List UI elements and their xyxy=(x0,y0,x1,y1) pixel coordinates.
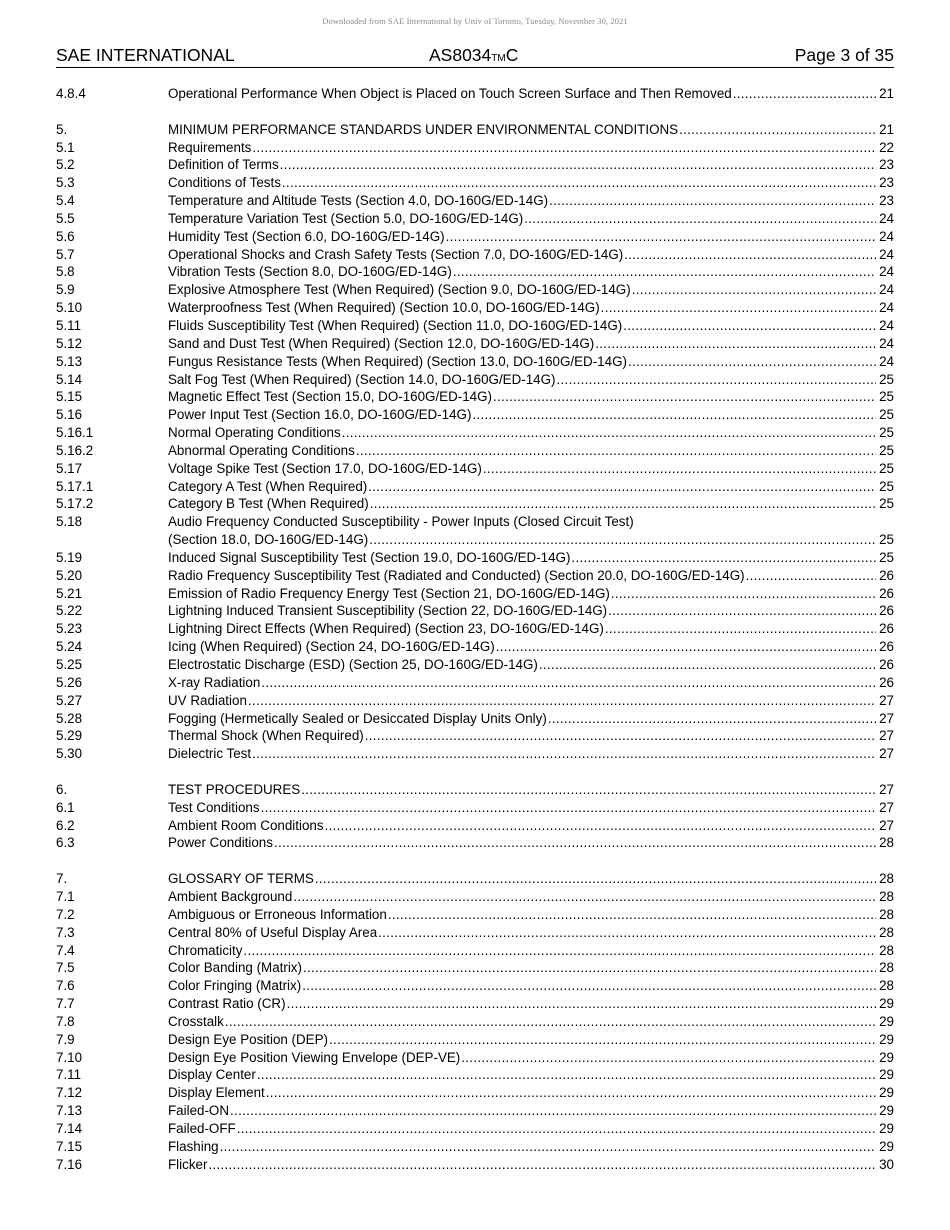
toc-dot-leader xyxy=(301,977,876,995)
toc-entry-number: 7.5 xyxy=(56,960,75,976)
toc-entry-title: Operational Shocks and Crash Safety Tests (Section 7.0, DO-160G/ED-14G) xyxy=(168,246,624,262)
toc-entry-number: 5.10 xyxy=(56,300,83,316)
toc-entry-page: 24 xyxy=(879,353,894,369)
toc-entry[interactable] xyxy=(56,299,894,317)
toc-entry-page: 25 xyxy=(879,496,894,512)
toc-dot-leader xyxy=(482,460,876,478)
toc-entry[interactable] xyxy=(56,781,894,799)
toc-dot-leader xyxy=(355,442,876,460)
toc-dot-leader xyxy=(604,620,876,638)
toc-entry-number: 5.1 xyxy=(56,139,75,155)
toc-entry-page: 29 xyxy=(879,1013,894,1029)
toc-entry-number: 5.16.1 xyxy=(56,425,94,441)
toc-entry-number: 5.22 xyxy=(56,603,83,619)
toc-entry[interactable] xyxy=(56,817,894,835)
toc-entry-page: 28 xyxy=(879,942,894,958)
toc-entry-page: 29 xyxy=(879,1103,894,1119)
toc-entry-title: Fogging (Hermetically Sealed or Desiccated Display Units Only) xyxy=(168,710,547,726)
toc-entry-number: 7.4 xyxy=(56,942,75,958)
toc-entry-number: 7.9 xyxy=(56,1031,75,1047)
toc-entry-title: Failed-OFF xyxy=(168,1120,236,1136)
toc-entry[interactable] xyxy=(56,924,894,942)
toc-entry-title: Icing (When Required) (Section 24, DO-160G/ED-14G) xyxy=(168,639,495,655)
toc-dot-leader xyxy=(328,1031,876,1049)
toc-entry[interactable] xyxy=(56,442,894,460)
toc-entry-title: Ambiguous or Erroneous Information xyxy=(168,906,387,922)
toc-entry[interactable] xyxy=(56,656,894,674)
toc-dot-leader xyxy=(281,174,876,192)
toc-dot-leader xyxy=(251,139,876,157)
toc-dot-leader xyxy=(631,281,876,299)
toc-dot-leader xyxy=(732,85,876,103)
toc-entry-title: Lightning Direct Effects (When Required) (Section 23, DO-160G/ED-14G) xyxy=(168,621,604,637)
toc-entry[interactable] xyxy=(56,460,894,478)
toc-dot-leader xyxy=(745,567,876,585)
toc-entry[interactable] xyxy=(56,1156,894,1174)
toc-dot-leader xyxy=(292,888,876,906)
toc-entry-number: 5.3 xyxy=(56,175,75,191)
toc-entry-number: 7.13 xyxy=(56,1103,83,1119)
toc-entry-title: Power Input Test (Section 16.0, DO-160G/ED-14G) xyxy=(168,407,472,423)
toc-entry-title: Category A Test (When Required) xyxy=(168,478,368,494)
doc-revision: C xyxy=(505,45,519,65)
table-of-contents xyxy=(56,85,894,1173)
toc-entry-page: 24 xyxy=(879,228,894,244)
toc-dot-leader xyxy=(314,870,876,888)
toc-entry-number: 5.30 xyxy=(56,746,83,762)
toc-dot-leader xyxy=(622,317,876,335)
toc-entry[interactable] xyxy=(56,85,894,103)
toc-entry[interactable] xyxy=(56,228,894,246)
toc-entry-title: Abnormal Operating Conditions xyxy=(168,442,355,458)
toc-entry[interactable] xyxy=(56,959,894,977)
toc-entry-title: Crosstalk xyxy=(168,1013,224,1029)
toc-entry[interactable] xyxy=(56,906,894,924)
toc-entry-page: 22 xyxy=(879,139,894,155)
toc-entry[interactable] xyxy=(56,888,894,906)
toc-dot-leader xyxy=(600,299,876,317)
download-watermark: Downloaded from SAE International by Univ of Toronto, Tuesday, November 30, 2021 xyxy=(322,16,628,26)
toc-entry-page: 26 xyxy=(879,585,894,601)
toc-entry-number: 7.6 xyxy=(56,978,75,994)
toc-entry-number: 5.2 xyxy=(56,157,75,173)
toc-dot-leader xyxy=(387,906,876,924)
toc-entry-title: TEST PROCEDURES xyxy=(168,781,301,797)
toc-entry[interactable] xyxy=(56,745,894,763)
toc-entry-page: 28 xyxy=(879,924,894,940)
toc-entry-page: 27 xyxy=(879,781,894,797)
toc-entry-title: Humidity Test (Section 6.0, DO-160G/ED-14G) xyxy=(168,228,445,244)
toc-entry[interactable] xyxy=(56,1084,894,1102)
toc-entry-page: 28 xyxy=(879,906,894,922)
toc-entry-title: Induced Signal Susceptibility Test (Section 19.0, DO-160G/ED-14G) xyxy=(168,549,571,565)
toc-entry-number: 6.2 xyxy=(56,817,75,833)
toc-entry-number: 7.11 xyxy=(56,1067,82,1083)
toc-entry-number: 7.2 xyxy=(56,906,75,922)
toc-entry[interactable] xyxy=(56,210,894,228)
toc-entry-number: 5.25 xyxy=(56,657,83,672)
toc-dot-leader xyxy=(341,424,876,442)
toc-dot-leader xyxy=(369,495,876,513)
toc-dot-leader xyxy=(492,388,876,406)
toc-dot-leader xyxy=(265,1084,876,1102)
toc-dot-leader xyxy=(495,638,876,656)
toc-entry-number: 7.10 xyxy=(56,1049,83,1065)
toc-entry-page: 25 xyxy=(879,407,894,423)
toc-entry-title: Ambient Background xyxy=(168,888,293,904)
toc-entry-number: 5.28 xyxy=(56,710,83,726)
toc-entry-title: Requirements xyxy=(168,139,252,155)
toc-entry[interactable] xyxy=(56,406,894,424)
toc-entry[interactable] xyxy=(56,710,894,728)
toc-dot-leader xyxy=(251,745,876,763)
toc-entry-title: Magnetic Effect Test (Section 15.0, DO-160G/ED-14G) xyxy=(168,389,493,405)
toc-entry-number: 5.9 xyxy=(56,282,75,298)
toc-entry[interactable] xyxy=(56,567,894,585)
toc-dot-leader xyxy=(556,371,876,389)
toc-entry-number: 5.29 xyxy=(56,728,83,744)
toc-entry[interactable] xyxy=(56,549,894,567)
toc-entry-title: Radio Frequency Susceptibility Test (Radiated and Conducted) (Section 20.0, DO-160G/ED-14G) xyxy=(168,567,745,583)
toc-entry[interactable] xyxy=(56,317,894,335)
toc-entry-title: Conditions of Tests xyxy=(168,175,281,191)
toc-dot-leader xyxy=(607,602,876,620)
toc-entry-title: Flashing xyxy=(168,1138,219,1154)
toc-entry[interactable] xyxy=(56,1138,894,1156)
toc-entry-title: Salt Fog Test (When Required) (Section 14.0, DO-160G/ED-14G) xyxy=(168,371,556,387)
toc-entry-page: 29 xyxy=(879,996,894,1012)
toc-entry-title: Power Conditions xyxy=(168,835,273,851)
toc-entry-title-continued: (Section 18.0, DO-160G/ED-14G) xyxy=(168,532,369,548)
toc-entry-page: 29 xyxy=(879,1031,894,1047)
toc-entry-number: 5.24 xyxy=(56,639,83,655)
toc-entry-number: 7.15 xyxy=(56,1138,83,1154)
toc-dot-leader xyxy=(548,192,876,210)
page-header xyxy=(56,45,894,68)
toc-entry-number: 6.1 xyxy=(56,799,75,815)
toc-entry-page: 25 xyxy=(879,389,894,405)
toc-entry[interactable] xyxy=(56,513,894,531)
toc-entry[interactable] xyxy=(56,495,894,513)
toc-entry-number: 5.16.2 xyxy=(56,442,94,458)
toc-entry[interactable] xyxy=(56,353,894,371)
toc-dot-leader xyxy=(260,799,876,817)
toc-dot-leader xyxy=(224,1013,876,1031)
toc-entry-title: Vibration Tests (Section 8.0, DO-160G/ED-14G) xyxy=(168,264,452,280)
toc-entry-title: Waterproofness Test (When Required) (Section 10.0, DO-160G/ED-14G) xyxy=(168,300,600,316)
toc-entry-number: 7.7 xyxy=(56,996,75,1012)
toc-entry-number: 5.7 xyxy=(56,246,75,262)
toc-entry[interactable] xyxy=(56,263,894,281)
toc-entry-title: Audio Frequency Conducted Susceptibility - Power Inputs (Closed Circuit Test) xyxy=(168,514,634,530)
toc-dot-leader xyxy=(279,156,876,174)
toc-entry[interactable] xyxy=(56,1013,894,1031)
toc-entry[interactable] xyxy=(56,1031,894,1049)
toc-entry-page: 26 xyxy=(879,657,894,672)
toc-dot-leader xyxy=(523,210,876,228)
toc-entry-continuation[interactable] xyxy=(56,531,894,549)
toc-entry-page: 24 xyxy=(879,335,894,351)
toc-entry-page: 26 xyxy=(879,603,894,619)
toc-entry-page: 23 xyxy=(879,157,894,173)
toc-entry-number: 5.8 xyxy=(56,264,75,280)
toc-entry[interactable] xyxy=(56,692,894,710)
toc-dot-leader xyxy=(364,727,876,745)
toc-entry[interactable] xyxy=(56,799,894,817)
toc-dot-leader xyxy=(471,406,876,424)
toc-dot-leader xyxy=(547,710,876,728)
toc-entry[interactable] xyxy=(56,995,894,1013)
toc-entry-number: 5.17.2 xyxy=(56,496,94,512)
toc-entry[interactable] xyxy=(56,1102,894,1120)
toc-entry-page: 27 xyxy=(879,799,894,815)
toc-entry-page: 24 xyxy=(879,282,894,298)
toc-entry-page: 25 xyxy=(879,460,894,476)
toc-dot-leader xyxy=(678,121,876,139)
toc-entry-title: Failed-ON xyxy=(168,1103,230,1119)
toc-entry-page: 27 xyxy=(879,710,894,726)
toc-entry-page: 25 xyxy=(879,371,894,387)
toc-entry-page: 24 xyxy=(879,300,894,316)
toc-entry-number: 6.3 xyxy=(56,835,75,851)
toc-entry-page: 25 xyxy=(879,425,894,441)
toc-dot-leader xyxy=(377,924,876,942)
toc-entry-page: 27 xyxy=(879,692,894,708)
toc-entry-title: Test Conditions xyxy=(168,799,260,815)
toc-entry-number: 5. xyxy=(56,121,68,137)
toc-entry-number: 5.19 xyxy=(56,549,83,565)
toc-dot-leader xyxy=(627,353,876,371)
toc-entry-title: Color Fringing (Matrix) xyxy=(168,978,302,994)
toc-entry-title: MINIMUM PERFORMANCE STANDARDS UNDER ENVIRONMENTAL CONDITIONS xyxy=(168,121,679,137)
toc-entry-page: 26 xyxy=(879,639,894,655)
toc-entry-page: 29 xyxy=(879,1120,894,1136)
header-org: SAE INTERNATIONAL xyxy=(56,45,235,65)
toc-entry[interactable] xyxy=(56,281,894,299)
toc-entry-title: Flicker xyxy=(168,1156,208,1172)
toc-entry[interactable] xyxy=(56,602,894,620)
toc-entry-page: 27 xyxy=(879,746,894,762)
toc-entry-title: Voltage Spike Test (Section 17.0, DO-160G/ED-14G) xyxy=(168,460,482,476)
toc-entry-number: 4.8.4 xyxy=(56,86,86,101)
toc-entry-title: GLOSSARY OF TERMS xyxy=(168,871,314,887)
toc-entry-page: 28 xyxy=(879,871,894,887)
toc-dot-leader xyxy=(207,1156,876,1174)
toc-entry-title: Chromaticity xyxy=(168,942,243,958)
toc-entry-page: 24 xyxy=(879,317,894,333)
toc-entry-number: 5.21 xyxy=(56,585,83,601)
toc-entry-title: Central 80% of Useful Display Area xyxy=(168,924,378,940)
toc-entry-title: Definition of Terms xyxy=(168,157,279,173)
toc-entry-number: 5.17 xyxy=(56,460,83,476)
toc-entry[interactable] xyxy=(56,174,894,192)
toc-entry-title: Lightning Induced Transient Susceptibility (Section 22, DO-160G/ED-14G) xyxy=(168,603,608,619)
toc-entry-number: 5.13 xyxy=(56,353,83,369)
toc-entry[interactable] xyxy=(56,977,894,995)
toc-entry-number: 7. xyxy=(56,871,68,887)
toc-entry-title: Category B Test (When Required) xyxy=(168,496,369,512)
toc-dot-leader xyxy=(324,817,876,835)
toc-entry-page: 23 xyxy=(879,175,894,191)
toc-entry-title: Electrostatic Discharge (ESD) (Section 25, DO-160G/ED-14G) xyxy=(168,657,538,672)
toc-entry-number: 7.14 xyxy=(56,1120,83,1136)
toc-entry-number: 5.4 xyxy=(56,193,75,209)
toc-dot-leader xyxy=(367,478,876,496)
toc-entry-title: Fungus Resistance Tests (When Required) (Section 13.0, DO-160G/ED-14G) xyxy=(168,353,627,369)
toc-entry-page: 28 xyxy=(879,978,894,994)
toc-entry-page: 29 xyxy=(879,1085,894,1101)
toc-entry-title: Contrast Ratio (CR) xyxy=(168,996,286,1012)
toc-dot-leader xyxy=(260,674,876,692)
toc-entry-number: 5.12 xyxy=(56,335,83,351)
toc-dot-leader xyxy=(242,942,876,960)
toc-dot-leader xyxy=(570,549,876,567)
toc-entry-number: 5.5 xyxy=(56,210,75,226)
toc-entry-number: 5.14 xyxy=(56,371,83,387)
toc-entry-page: 28 xyxy=(879,960,894,976)
toc-entry-page: 25 xyxy=(879,532,894,548)
toc-dot-leader xyxy=(538,656,876,674)
toc-entry[interactable] xyxy=(56,870,894,888)
toc-entry-number: 5.18 xyxy=(56,514,83,530)
toc-entry-page: 21 xyxy=(879,86,894,101)
toc-entry-title: Dielectric Test xyxy=(168,746,252,762)
trademark-mark: TM xyxy=(491,53,506,64)
toc-entry-title: Ambient Room Conditions xyxy=(168,817,324,833)
toc-entry-number: 5.16 xyxy=(56,407,83,423)
toc-entry[interactable] xyxy=(56,246,894,264)
toc-entry-page: 29 xyxy=(879,1049,894,1065)
toc-entry-number: 5.27 xyxy=(56,692,83,708)
toc-entry-page: 28 xyxy=(879,888,894,904)
toc-dot-leader xyxy=(247,692,876,710)
toc-entry-title: Temperature and Altitude Tests (Section 4.0, DO-160G/ED-14G) xyxy=(168,193,549,209)
toc-entry[interactable] xyxy=(56,139,894,157)
toc-entry-number: 5.15 xyxy=(56,389,83,405)
toc-entry[interactable] xyxy=(56,585,894,603)
toc-entry[interactable] xyxy=(56,388,894,406)
toc-entry-title: Fluids Susceptibility Test (When Required) (Section 11.0, DO-160G/ED-14G) xyxy=(168,317,623,333)
toc-entry[interactable] xyxy=(56,1049,894,1067)
toc-entry[interactable] xyxy=(56,335,894,353)
toc-entry[interactable] xyxy=(56,156,894,174)
toc-entry-title: X-ray Radiation xyxy=(168,674,261,690)
toc-entry-page: 25 xyxy=(879,442,894,458)
header-page-label: Page 3 of 35 xyxy=(794,45,894,65)
toc-dot-leader xyxy=(286,995,876,1013)
toc-entry-number: 5.11 xyxy=(56,317,82,333)
doc-id-text: AS8034 xyxy=(429,45,492,65)
toc-entry-page: 24 xyxy=(879,264,894,280)
toc-entry[interactable] xyxy=(56,638,894,656)
toc-entry[interactable] xyxy=(56,620,894,638)
toc-entry-title: Operational Performance When Object is Placed on Touch Screen Surface and Then Removed xyxy=(168,86,732,101)
toc-entry-page: 24 xyxy=(879,246,894,262)
toc-entry-title: Design Eye Position (DEP) xyxy=(168,1031,329,1047)
toc-entry-page: 25 xyxy=(879,478,894,494)
toc-entry-number: 5.6 xyxy=(56,228,75,244)
toc-dot-leader xyxy=(368,531,876,549)
toc-dot-leader xyxy=(219,1138,876,1156)
toc-dot-leader xyxy=(452,263,876,281)
toc-entry-title: Design Eye Position Viewing Envelope (DEP-VE) xyxy=(168,1049,461,1065)
toc-entry[interactable] xyxy=(56,942,894,960)
toc-entry-page: 25 xyxy=(879,549,894,565)
toc-entry[interactable] xyxy=(56,1066,894,1084)
toc-entry-number: 5.26 xyxy=(56,674,83,690)
toc-entry-page: 23 xyxy=(879,193,894,209)
toc-entry[interactable] xyxy=(56,121,894,139)
toc-entry[interactable] xyxy=(56,834,894,852)
toc-entry-number: 7.8 xyxy=(56,1013,75,1029)
toc-entry-page: 28 xyxy=(879,835,894,851)
toc-entry-title: Sand and Dust Test (When Required) (Section 12.0, DO-160G/ED-14G) xyxy=(168,335,595,351)
toc-dot-leader xyxy=(273,834,876,852)
toc-dot-leader xyxy=(623,246,876,264)
toc-entry-number: 7.1 xyxy=(56,888,75,904)
toc-entry-number: 7.3 xyxy=(56,924,75,940)
toc-entry-title: Thermal Shock (When Required) xyxy=(168,728,364,744)
toc-entry[interactable] xyxy=(56,371,894,389)
toc-entry[interactable] xyxy=(56,424,894,442)
toc-entry-page: 24 xyxy=(879,210,894,226)
toc-entry-page: 26 xyxy=(879,621,894,637)
toc-entry-number: 5.20 xyxy=(56,567,83,583)
toc-entry[interactable] xyxy=(56,1120,894,1138)
toc-entry-title: Color Banding (Matrix) xyxy=(168,960,302,976)
toc-entry[interactable] xyxy=(56,727,894,745)
toc-entry-title: UV Radiation xyxy=(168,692,247,708)
toc-entry-title: Display Center xyxy=(168,1067,256,1083)
toc-entry-number: 6. xyxy=(56,781,68,797)
toc-entry-page: 21 xyxy=(879,121,894,137)
toc-entry-title: Normal Operating Conditions xyxy=(168,425,341,441)
toc-entry-page: 30 xyxy=(879,1156,894,1172)
toc-dot-leader xyxy=(236,1120,876,1138)
toc-entry-page: 29 xyxy=(879,1138,894,1154)
toc-entry[interactable] xyxy=(56,674,894,692)
toc-entry-number: 5.23 xyxy=(56,621,83,637)
toc-dot-leader xyxy=(594,335,876,353)
toc-entry-page: 27 xyxy=(879,817,894,833)
header-doc-id xyxy=(429,45,518,66)
toc-entry-number: 5.17.1 xyxy=(56,478,94,494)
toc-entry-page: 26 xyxy=(879,674,894,690)
toc-dot-leader xyxy=(460,1049,876,1067)
toc-entry-page: 26 xyxy=(879,567,894,583)
toc-dot-leader xyxy=(610,585,876,603)
toc-entry-title: Display Element xyxy=(168,1085,265,1101)
toc-entry[interactable] xyxy=(56,478,894,496)
toc-entry-number: 7.16 xyxy=(56,1156,83,1172)
toc-dot-leader xyxy=(229,1102,876,1120)
toc-dot-leader xyxy=(302,959,876,977)
toc-entry-title: Emission of Radio Frequency Energy Test (Section 21, DO-160G/ED-14G) xyxy=(168,585,610,601)
toc-entry-number: 7.12 xyxy=(56,1085,83,1101)
toc-entry-title: Temperature Variation Test (Section 5.0, DO-160G/ED-14G) xyxy=(168,210,524,226)
toc-dot-leader xyxy=(445,228,876,246)
toc-entry[interactable] xyxy=(56,192,894,210)
toc-entry-title: Explosive Atmosphere Test (When Required) (Section 9.0, DO-160G/ED-14G) xyxy=(168,282,631,298)
toc-dot-leader xyxy=(256,1066,876,1084)
toc-entry-page: 27 xyxy=(879,728,894,744)
toc-dot-leader xyxy=(300,781,876,799)
toc-entry-page: 29 xyxy=(879,1067,894,1083)
